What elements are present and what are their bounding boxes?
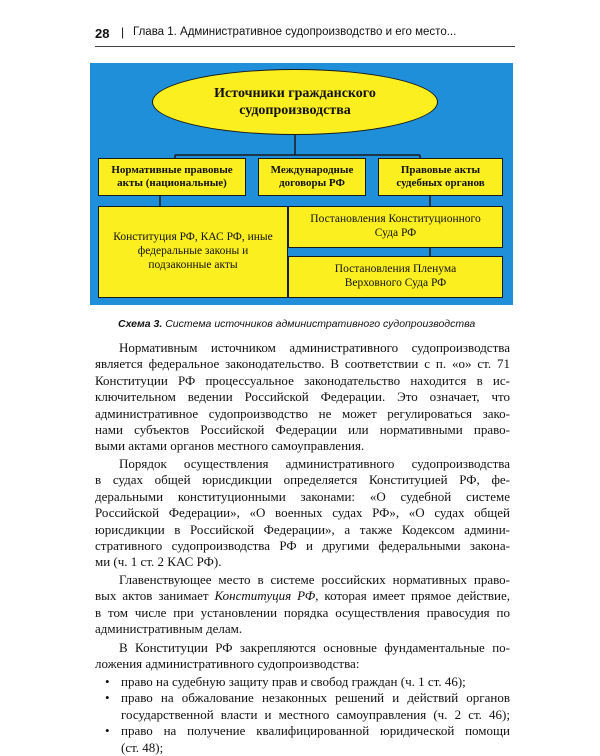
box-constitutional-court: Постановления Конституционного Суда РФ [288,206,503,248]
list-item-continuation: государственной власти и местного самоуправления (ч. 2 ст. 46); [121,706,510,722]
p2-line: Российской Федерации», «О военных судах РФ», «О судах общей [95,505,510,521]
page-header [95,22,515,44]
paragraph-1 [95,340,510,455]
p2-line: ми (ч. 1 ст. 2 КАС РФ). [95,554,222,570]
p1-line: является федеральное законодательство. В соответствии с п. «о» ст. 71 [95,356,510,372]
p1-line: нами субъектов Российской Федерации или нормативными право- [95,422,510,438]
header-rule [95,46,515,47]
p3-line [95,588,510,604]
bullet-icon: • [105,690,110,706]
constitution-emphasis: Конституция РФ [214,588,316,604]
p1-line: административное судопроизводство не может регулироваться зако- [95,405,510,421]
p2-line: юрисдикции в Российской Федерации», а также Кодексом админи- [95,521,510,537]
p1-line: выми актами органов местного самоуправления. [95,438,365,454]
p3-line: административным делам. [95,621,243,637]
p2-line: в судах общей юрисдикции определяется Конституцией РФ, фе- [95,472,510,488]
p2-line: деральными конституционными законами: «О судебной системе [95,488,510,504]
p3-line2-pre: вых актов занимает [95,588,215,604]
p2-line: стративного судопроизводства РФ и другими федеральными закона- [95,538,510,554]
diagram-title [152,69,438,135]
header-separator: | [121,25,125,39]
list-item [95,690,510,706]
bullet-list [95,674,510,756]
figure-caption [118,318,518,330]
page-number: 28 [95,26,110,41]
list-item-text: право на получение квалифицированной юридической помощи [121,723,510,739]
p4-line: В Конституции РФ закрепляются основные фундаментальные по- [119,640,510,655]
p4-line: ложения административного судопроизводства: [95,656,360,672]
paragraph-2 [95,456,510,571]
box-constitution-kas: Конституция РФ, КАС РФ, иные федеральные законы и подзаконные акты [98,206,288,298]
caption-text: Система источников административного судопроизводства [165,318,476,330]
box-supreme-court-plenum: Постановления Пленума Верховного Суда РФ [288,256,503,298]
p1-line: Нормативным источником административного судопроизводства [119,340,510,355]
list-item-text: право на судебную защиту прав и свобод граждан (ч. 1 ст. 46); [121,674,466,689]
p3-line2-post: , которая имеет прямое действие, [315,588,510,604]
list-item-text: право на обжалование незаконных решений и действий органов [121,690,510,706]
chapter-title: Глава 1. Административное судопроизводство и его место... [133,26,457,38]
p3-line: Главенствующее место в системе российских нормативных право- [119,572,510,587]
list-item-continuation: (ст. 48); [121,739,164,755]
p2-line: Порядок осуществления административного судопроизводства [119,456,510,471]
list-item [95,723,510,739]
diagram-title-line1: Источники гражданского [214,85,376,101]
bullet-icon: • [105,674,110,689]
diagram-title-line2: судопроизводства [239,103,351,118]
box-judicial-acts: Правовые акты судебных органов [378,158,503,196]
sources-diagram [90,63,513,305]
box-national-acts: Нормативные правовые акты (национальные) [98,158,246,196]
list-item [95,674,510,690]
bullet-icon: • [105,723,110,739]
p1-line: ключительном ведении Российской Федерации. Это означает, что [95,389,510,405]
p1-line: Конституции РФ процессуальное законодательство находится в ис- [95,372,510,388]
p3-line: в том числе при установлении порядка осуществления правосудия по [95,604,510,620]
box-international-treaties: Международные договоры РФ [258,158,366,196]
caption-label: Схема 3. [118,318,163,330]
paragraph-4 [95,640,510,673]
paragraph-3 [95,572,510,638]
